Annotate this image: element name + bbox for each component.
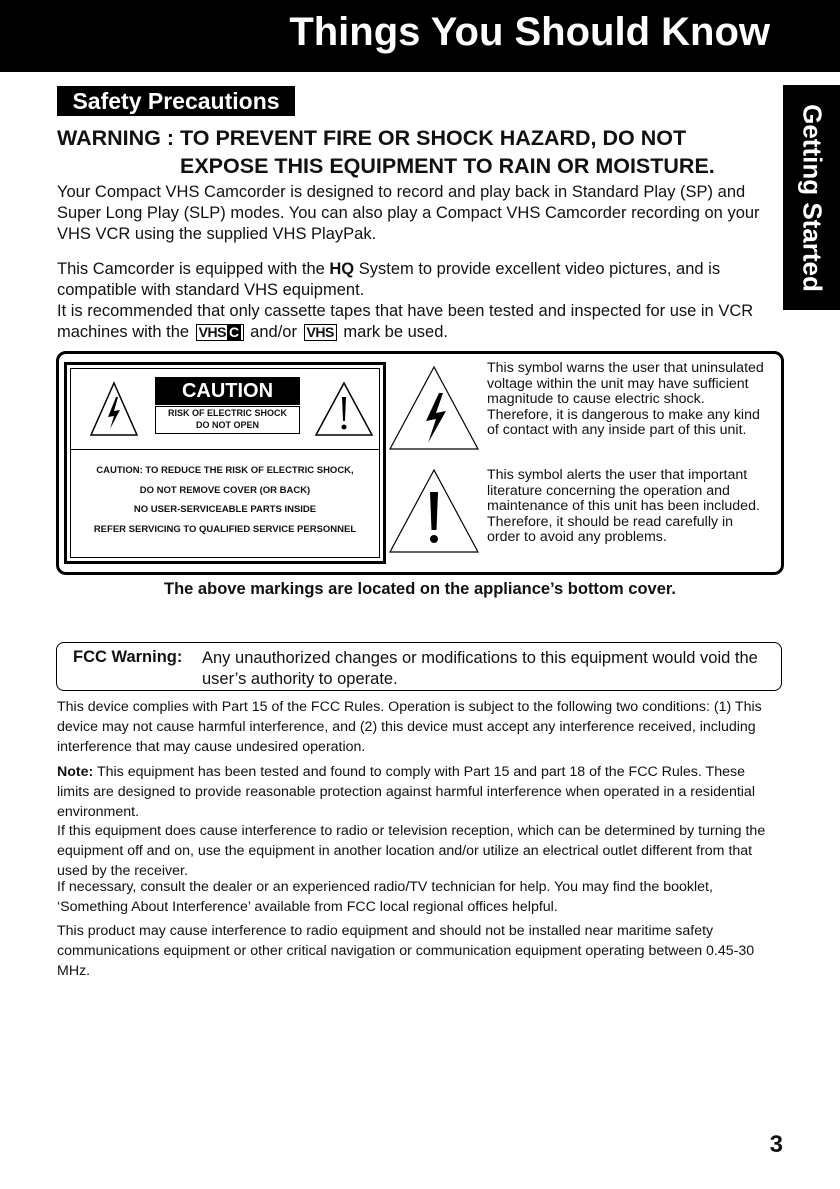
caution-label-panel xyxy=(64,362,386,564)
intro-paragraph-1: Your Compact VHS Camcorder is designed to record and play back in Standard Play (SP) and Super Long Play (SLP) modes. You can also play a Compact VHS Camcorder recording on your VHS VCR using the supplied VHS PlayPak. xyxy=(57,183,760,243)
section-side-tab xyxy=(783,85,840,310)
hq-text-post: System to provide excellent video pictures, and is compatible with standard VHS equipment. xyxy=(57,260,721,299)
fcc-note-paragraph xyxy=(57,763,779,822)
hq-text-bold: HQ xyxy=(329,260,355,278)
vhs-logo-icon: VHS xyxy=(304,324,337,341)
lightning-warning-icon xyxy=(89,381,139,437)
caution-instructions: CAUTION: TO REDUCE THE RISK OF ELECTRIC SHOCK, DO NOT REMOVE COVER (OR BACK) NO USER-SERVICEABLE PARTS INSIDE REFER SERVICING TO QUALIFIED SERVICE PERSONNEL xyxy=(93,465,357,535)
page-title: Things You Should Know xyxy=(289,10,770,54)
exclamation-symbol-icon xyxy=(388,468,480,554)
fcc-warning-text: Any unauthorized changes or modifications to this equipment would void the user’s authority to operate. xyxy=(202,649,758,688)
fcc-warning-box xyxy=(56,642,782,691)
vhs-c-logo-icon: VHS C xyxy=(196,324,244,341)
caution-label-inner xyxy=(70,368,380,558)
markings-caption: The above markings are located on the appliance’s bottom cover. xyxy=(164,580,676,598)
fcc-consult-paragraph: If necessary, consult the dealer or an experienced radio/TV technician for help. You may find the booklet, ‘Something About Interference’ available from FCC local regional offices helpful. xyxy=(57,879,713,915)
warning-line-1: WARNING : TO PREVENT FIRE OR SHOCK HAZARD, DO NOT xyxy=(57,126,687,150)
fcc-maritime-paragraph: This product may cause interference to radio equipment and should not be installed near maritime safety communications equipment or other critical navigation or communication equipment operating between 0.45-30 MHz. xyxy=(57,923,755,979)
caution-subheading: RISK OF ELECTRIC SHOCK DO NOT OPEN xyxy=(155,406,300,434)
label-divider xyxy=(71,449,379,450)
lightning-symbol-icon xyxy=(388,365,480,451)
exclamation-symbol-description: This symbol alerts the user that important literature concerning the operation and maintenance of this unit has been included. Therefore, it should be read carefully in order to avoid any problems. xyxy=(487,467,760,545)
page-header xyxy=(0,0,840,72)
fcc-warning-label: FCC Warning: xyxy=(73,648,183,666)
hq-text-pre: This Camcorder is equipped with the xyxy=(57,260,330,278)
tape-text-pre: It is recommended that only cassette tapes that have been tested and inspected for use in VCR machines with the xyxy=(57,302,754,341)
note-label: Note: xyxy=(57,764,94,780)
fcc-interference-paragraph: If this equipment does cause interference to radio or television reception, which can be determined by turning the equipment off and on, use the equipment in another location and/or utilize an electrical outlet different from that used by the receiver. xyxy=(57,823,766,879)
warning-line-2: EXPOSE THIS EQUIPMENT TO RAIN OR MOISTURE. xyxy=(180,154,715,178)
tape-text-mid: and/or xyxy=(245,323,302,341)
side-tab-label: Getting Started xyxy=(797,103,827,292)
exclamation-warning-icon xyxy=(314,381,374,437)
warning-heading xyxy=(57,124,777,180)
lightning-symbol-description: This symbol warns the user that uninsulated voltage within the unit may have sufficient magnitude to cause electric shock. Therefore, it is dangerous to make any kind of contact with any inside part of this unit. xyxy=(487,360,764,438)
page-number: 3 xyxy=(769,1131,783,1158)
fcc-compliance-paragraph: This device complies with Part 15 of the FCC Rules. Operation is subject to the following two conditions: (1) This device may not cause harmful interference, and (2) this device must accept any interference received, including interference that may cause undesired operation. xyxy=(57,699,762,755)
note-text: This equipment has been tested and found to comply with Part 15 and part 18 of the FCC Rules. These limits are designed to provide reasonable protection against harmful interference when operated in a residential environment. xyxy=(57,764,755,820)
caution-heading: CAUTION xyxy=(155,377,300,405)
section-heading: Safety Precautions xyxy=(57,86,295,116)
tape-text-post: mark be used. xyxy=(338,323,448,341)
intro-paragraph-2 xyxy=(57,259,779,343)
